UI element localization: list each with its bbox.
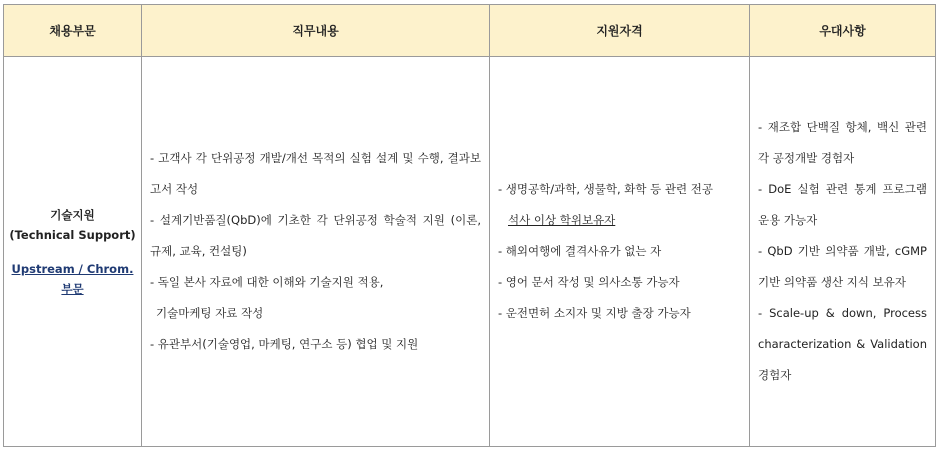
- dept-sub-line1: Upstream / Chrom.: [11, 261, 134, 276]
- recruitment-table: [3, 4, 936, 447]
- header-preferences: 우대사항: [750, 5, 936, 57]
- header-row: [4, 5, 936, 57]
- dept-gap: [4, 245, 141, 259]
- table-row: [4, 57, 936, 447]
- preference-item: - DoE 실험 관련 통계 프로그램 운용 가능자: [758, 182, 927, 227]
- qualification-item: - 영어 문서 작성 및 의사소통 가능자: [498, 275, 680, 289]
- duty-item: - 유관부서(기술영업, 마케팅, 연구소 등) 협업 및 지원: [150, 337, 419, 351]
- header-duties: 직무내용: [142, 5, 490, 57]
- duty-item: 기술마케팅 자료 작성: [156, 306, 264, 320]
- qualification-degree: 석사 이상 학위보유자: [508, 213, 616, 227]
- header-qualifications: 지원자격: [490, 5, 750, 57]
- preference-item: - 재조합 단백질 항체, 백신 관련 각 공정개발 경험자: [758, 120, 927, 165]
- header-dept: 채용부문: [4, 5, 142, 57]
- dept-cell: [4, 57, 142, 447]
- preferences-cell: [750, 57, 936, 447]
- duties-cell: [142, 57, 490, 447]
- duty-item: - 설계기반품질(QbD)에 기초한 각 단위공정 학술적 지원 (이론, 규제, 교육, 컨설팅): [150, 213, 481, 258]
- duty-item: - 고객사 각 단위공정 개발/개선 목적의 실험 설계 및 수행, 결과보고서 작성: [150, 151, 481, 196]
- qualifications-list: [490, 174, 749, 329]
- qualification-item: - 운전면허 소지자 및 지방 출장 가능자: [498, 306, 691, 320]
- qualifications-cell: [490, 57, 750, 447]
- duties-list: [142, 143, 489, 360]
- dept-name-en: (Technical Support): [9, 227, 136, 242]
- qualification-item: - 해외여행에 결격사유가 없는 자: [498, 244, 662, 258]
- dept-sub-line2: 부문: [61, 281, 84, 296]
- preferences-list: [750, 112, 935, 391]
- preference-item: - Scale-up & down, Process characterization & Validation 경험자: [758, 306, 927, 382]
- duty-item: - 독일 본사 자료에 대한 이해와 기술지원 적용,: [150, 275, 384, 289]
- qualification-item: [498, 174, 741, 236]
- dept-name: 기술지원: [50, 207, 95, 222]
- preference-item: - QbD 기반 의약품 개발, cGMP 기반 의약품 생산 지식 보유자: [758, 244, 927, 289]
- qualification-text: - 생명공학/과학, 생물학, 화학 등 관련 전공: [498, 182, 714, 196]
